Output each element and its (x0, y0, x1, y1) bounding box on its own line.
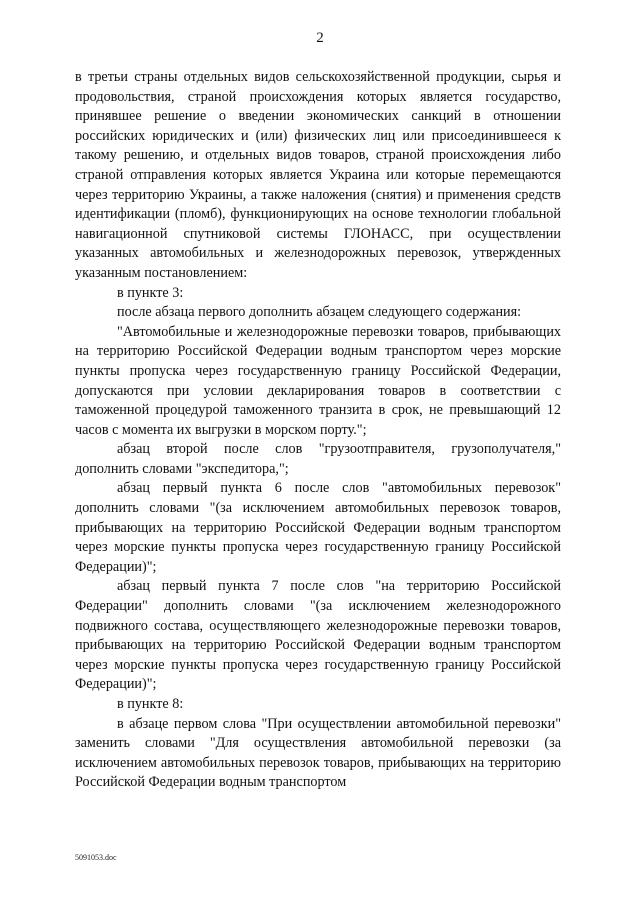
footer-file-name: 5091053.doc (75, 853, 117, 862)
paragraph-second-abzac-amendment: абзац второй после слов "грузоотправителя, грузополучателя," дополнить словами "экспедитора,"; (75, 441, 561, 477)
paragraph-point-8-amendment: в абзаце первом слова "При осуществлении автомобильной перевозки" заменить словами "Для осуществления автомобильной перевозки (за исключением автомобильных перевозок товаров, прибывающих на территорию Российской Федерации водным транспортом (75, 715, 561, 791)
paragraph-list-continuation: в третьи страны отдельных видов сельскохозяйственной продукции, сырья и продовольствия, страной происхождения которых является государство, принявшее решение о введении экономических санкций в отношении российских юридических и (или) физических лиц или присоединившееся к такому решению, и отдельных видов товаров, страной происхождения либо страной отправления которых является Украина или которые перемещаются через территорию Украины, а также наложения (снятия) и применения средств идентификации (пломб), функционирующих на основе технологии глобальной навигационной спутниковой системы ГЛОНАСС, при осуществлении указанных автомобильных и железнодорожных перевозок, утвержденных указанным постановлением: (75, 69, 561, 281)
document-body (75, 68, 561, 793)
paragraph-inserted-text: "Автомобильные и железнодорожные перевозки товаров, прибывающих на территорию Российской Федерации водным транспортом через морские пункты пропуска через государственную границу Российской Федерации, допускаются при условии декларирования товаров в соответствии с таможенной процедурой таможенного транзита в срок, не превышающий 12 часов с момента их выгрузки в морском порту."; (75, 323, 561, 438)
paragraph-insert-instruction: после абзаца первого дополнить абзацем следующего содержания: (117, 304, 522, 321)
paragraph-point-6-amendment: абзац первый пункта 6 после слов "автомобильных перевозок" дополнить словами "(за исключением автомобильных перевозок товаров, прибывающих на территорию Российской Федерации водным транспортом через морские пункты пропуска через государственную границу Российской Федерации)"; (75, 480, 561, 575)
paragraph-point-8-heading: в пункте 8: (117, 696, 184, 712)
paragraph-point-7-amendment: абзац первый пункта 7 после слов "на территорию Российской Федерации" дополнить словами "(за исключением железнодорожного подвижного состава, осуществляющего железнодорожные перевозки товаров, прибывающих на территорию Российской Федерации водным транспортом через морские пункты пропуска через государственную границу Российской Федерации)"; (75, 578, 561, 693)
page-number: 2 (316, 30, 324, 46)
paragraph-point-3-heading: в пункте 3: (117, 284, 184, 301)
